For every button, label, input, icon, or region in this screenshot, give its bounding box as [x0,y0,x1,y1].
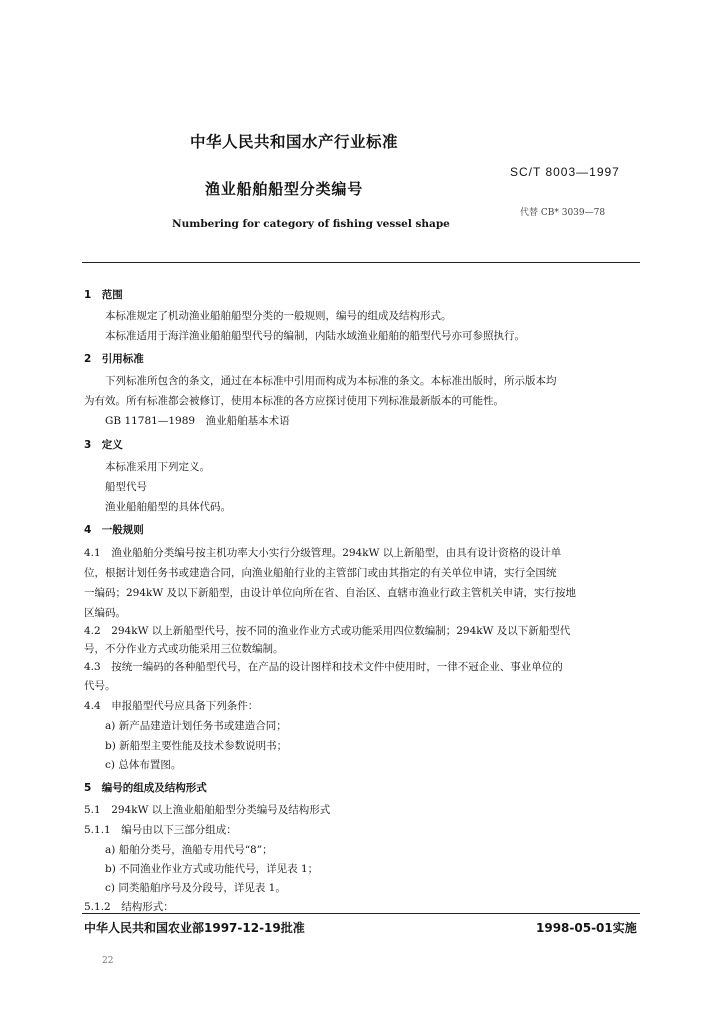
standard-code: SC/T 8003—1997 [510,165,620,179]
approval-line: 中华人民共和国农业部1997-12-19批准 [84,921,305,935]
section-1-para-2: 本标准适用于海洋渔业船舶船型代号的编制，内陆水域渔业船舶的船型代号亦可参照执行。 [105,330,525,342]
section-2-para-line-2: 为有效。所有标准都会被修订，使用本标准的各方应探讨使用下列标准最新版本的可能性。 [84,395,504,407]
section-5-heading: 5 编号的组成及结构形式 [84,782,207,794]
clause-5-1-2: 5.1.2 结构形式： [84,901,174,913]
page-number: 22 [102,956,114,966]
clause-5-1-1-item-c: c) 同类船舶序号及分段号，详见表 1。 [105,882,286,894]
clause-4-4-item-a: a) 新产品建造计划任务书或建造合同； [105,720,287,732]
document-title-en: Numbering for category of fishing vessel shape [172,218,450,230]
defined-term: 船型代号 [105,481,147,493]
section-1-para-1: 本标准规定了机动渔业船舶船型分类的一般规则，编号的组成及结构形式。 [105,310,452,322]
clause-4-1-line-4: 区编码。 [84,607,126,619]
clause-4-3-line-2: 代号。 [84,680,116,692]
clause-5-1-1-item-b: b) 不同渔业作业方式或功能代号，详见表 1； [105,863,319,875]
clause-4-2-line-1: 4.2 294kW 以上新船型代号，按不同的渔业作业方式或功能采用四位数编制；294kW 及以下新船型代 [84,625,571,637]
section-3-heading: 3 定义 [84,439,123,451]
clause-4-1-line-3: 一编码；294kW 及以下新船型，由设计单位向所在省、自治区、直辖市渔业行政主管机关申请，实行按地 [84,587,577,599]
section-1-heading: 1 范围 [84,289,123,301]
section-3-intro: 本标准采用下列定义。 [105,461,210,473]
term-definition: 渔业船舶船型的具体代码。 [105,501,231,513]
header-divider [82,262,640,263]
clause-4-3-line-1: 4.3 按统一编码的各种船型代号，在产品的设计图样和技术文件中使用时，一律不冠企业、事业单位的 [84,661,563,673]
clause-5-1: 5.1 294kW 以上渔业船舶船型分类编号及结构形式 [84,804,331,816]
clause-5-1-1: 5.1.1 编号由以下三部分组成： [84,824,237,836]
clause-4-1-line-2: 位，根据计划任务书或建造合同，向渔业船舶行业的主管部门或由其指定的有关单位申请，实行全国统 [84,567,557,579]
clause-4-1-line-1: 4.1 渔业船舶分类编号按主机功率大小实行分级管理。294kW 以上新船型，由具有设计资格的设计单 [84,547,562,559]
section-4-heading: 4 一般规则 [84,524,144,536]
replaces-note: 代替 CB* 3039—78 [520,208,606,218]
issuing-org-title: 中华人民共和国水产行业标准 [190,133,399,151]
referenced-standard: GB 11781—1989 渔业船舶基本术语 [105,415,290,427]
clause-4-4-item-c: c) 总体布置图。 [105,759,182,771]
footer-divider [82,913,640,914]
implementation-date: 1998-05-01实施 [536,921,637,935]
clause-4-2-line-2: 号，不分作业方式或功能采用三位数编制。 [84,643,284,655]
section-2-heading: 2 引用标准 [84,353,144,365]
section-2-para-line-1: 下列标准所包含的条文，通过在本标准中引用而构成为本标准的条文。本标准出版时，所示版本均 [105,375,557,387]
clause-4-4: 4.4 申报船型代号应具备下列条件： [84,700,259,712]
document-title-cn: 渔业船舶船型分类编号 [205,180,364,198]
clause-4-4-item-b: b) 新船型主要性能及技术参数说明书； [105,740,288,752]
clause-5-1-1-item-a: a) 船舶分类号，渔船专用代号“8”； [105,844,273,856]
